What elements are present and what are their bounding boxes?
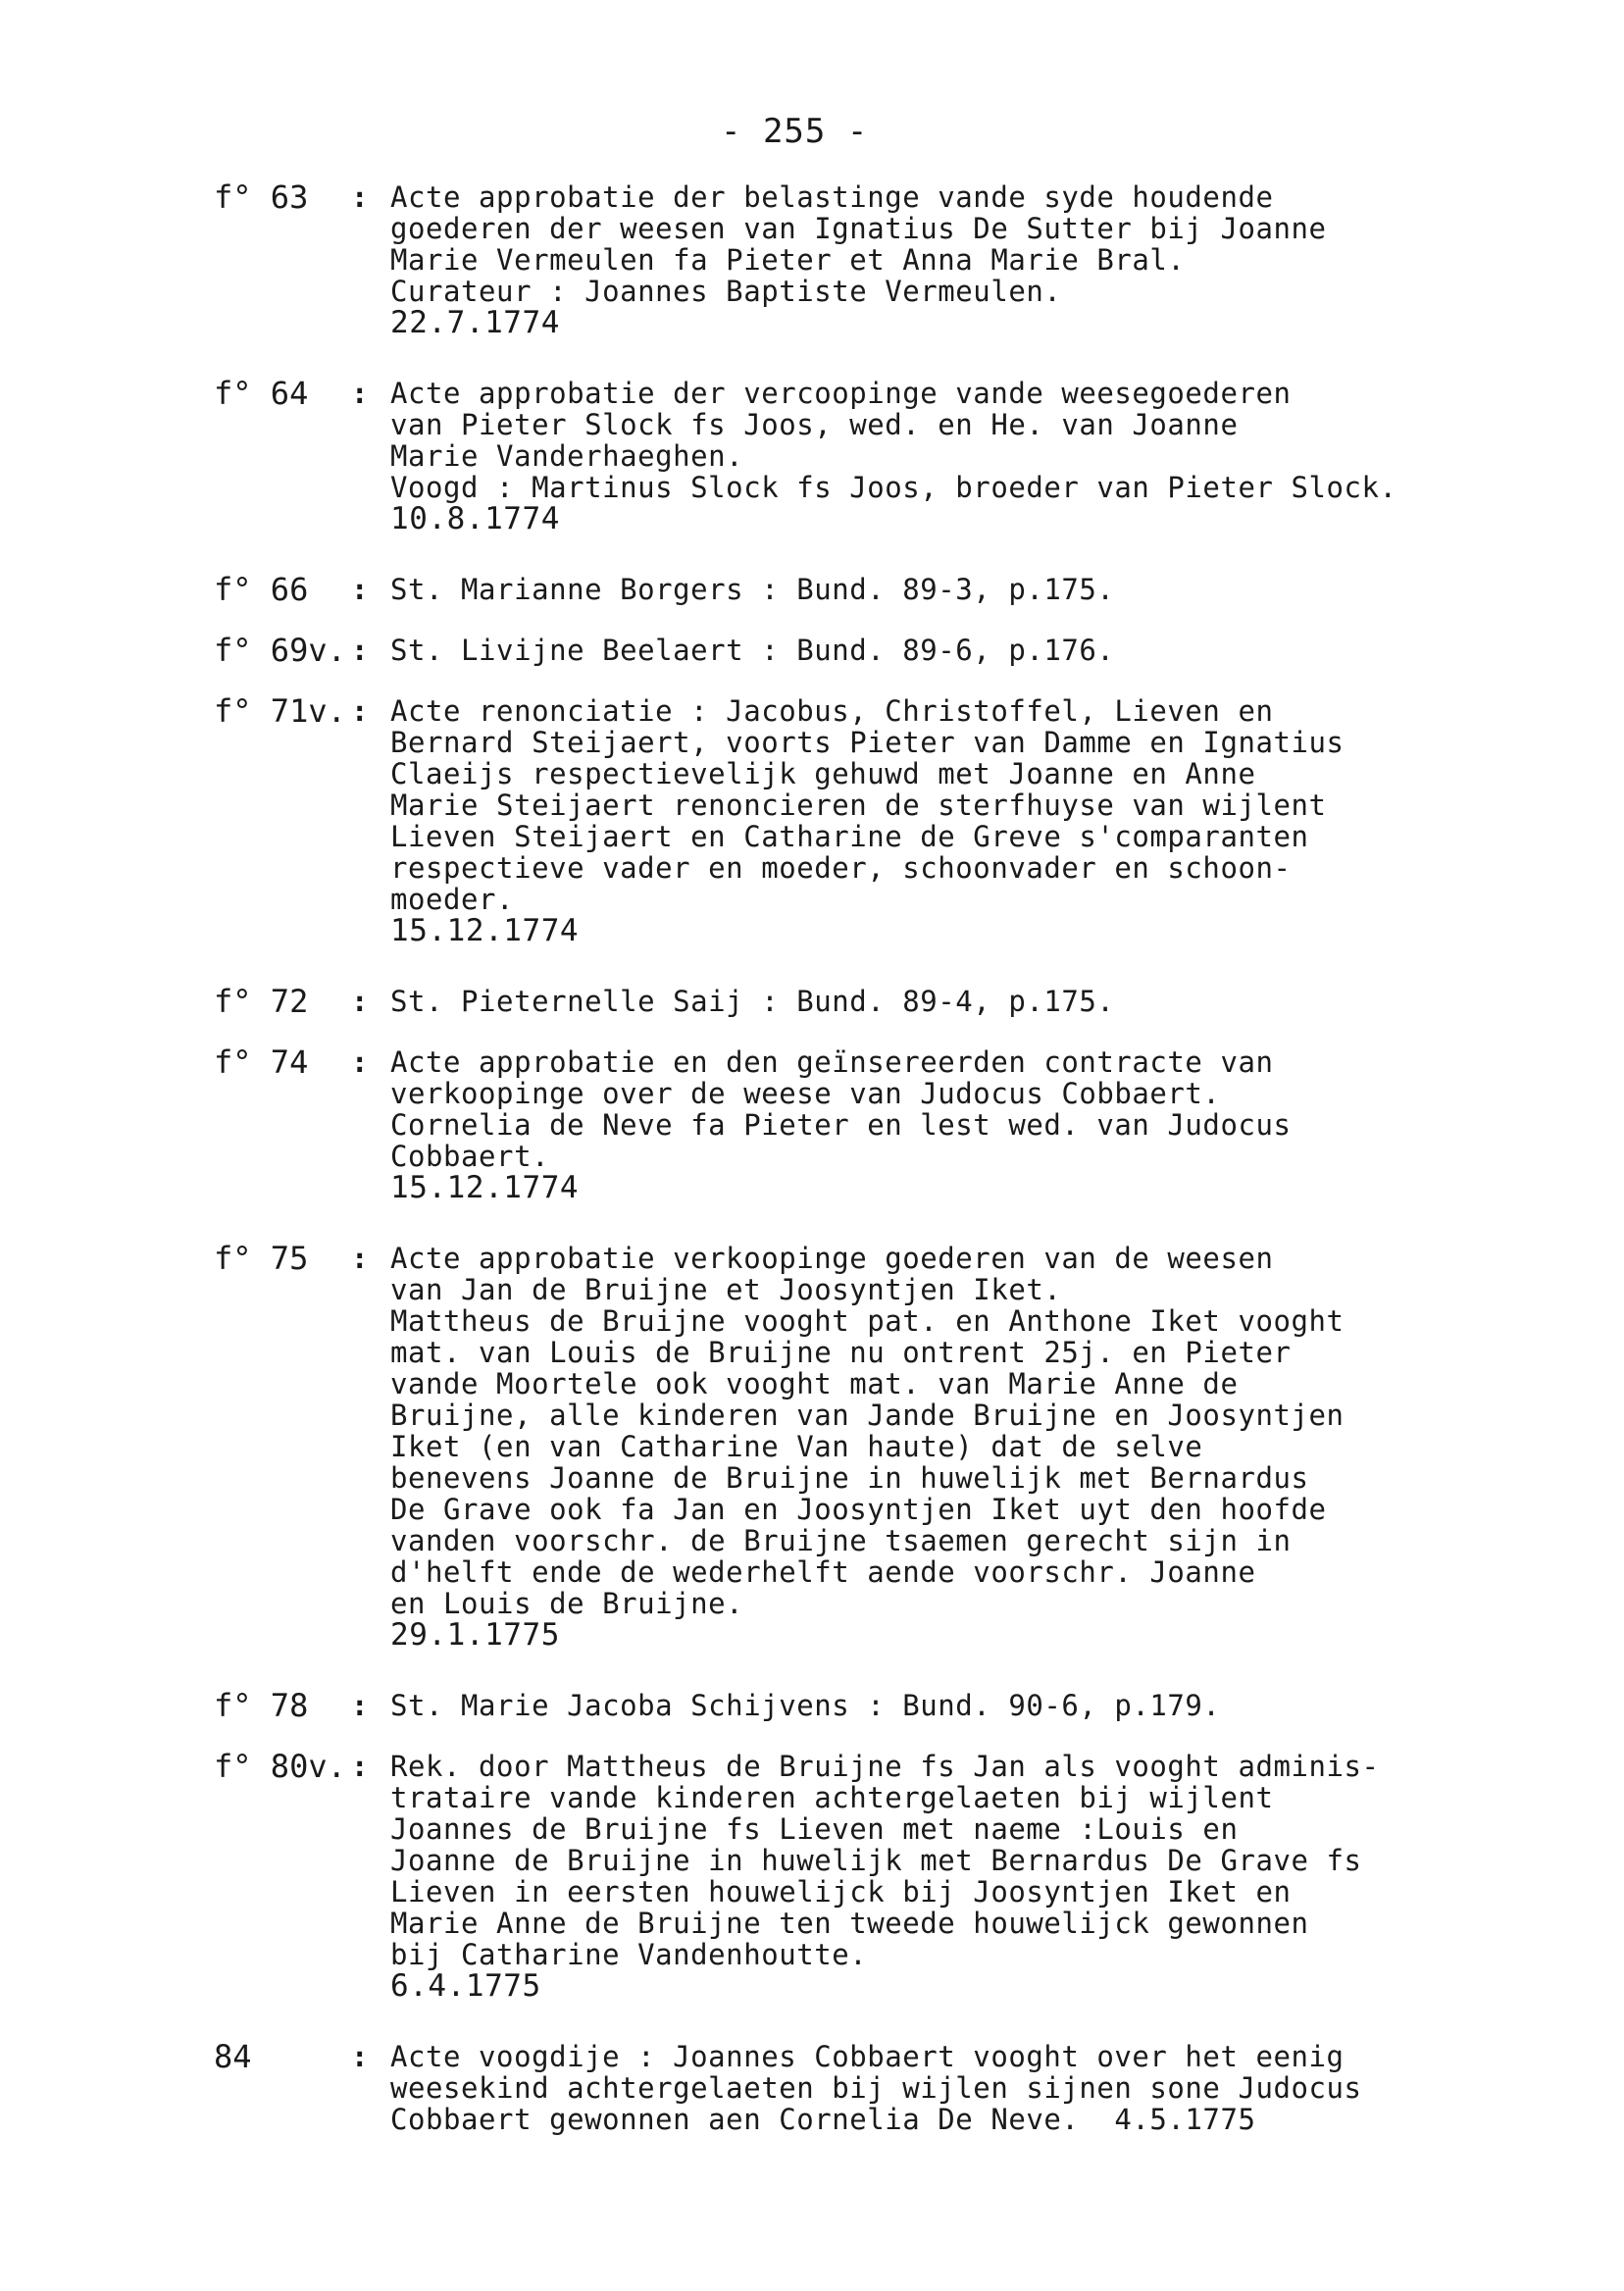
separator: : — [351, 573, 369, 606]
separator: : — [351, 180, 369, 214]
entry-line: vande Moortele ook vooght mat. van Marie Anne de — [390, 1367, 1239, 1400]
entry-date: 15.12.1774 — [390, 913, 580, 948]
entry-text — [390, 181, 1518, 338]
entry-line: St. Pieternelle Saij : Bund. 89-4, p.175. — [390, 985, 1115, 1018]
entry-text — [390, 695, 1518, 946]
entry-line: vanden voorschr. de Bruijne tsaemen gerecht sijn in — [390, 1524, 1292, 1557]
entry-date: 15.12.1774 — [390, 1170, 580, 1205]
entry-text — [390, 1243, 1518, 1651]
entry-line: Joanne de Bruijne in huwelijk met Bernardus De Grave fs — [390, 1844, 1362, 1877]
entry — [214, 1748, 1518, 2004]
separator: : — [351, 694, 369, 728]
entry — [214, 692, 1518, 948]
entry-text — [390, 378, 1518, 535]
entry — [214, 632, 1518, 669]
separator: : — [351, 377, 369, 410]
folio-number: f° 71v. — [214, 692, 346, 730]
separator: : — [351, 1689, 369, 1722]
entry-line: Joannes de Bruijne fs Lieven met naeme :Louis en — [390, 1812, 1239, 1846]
entry-line: Marie Steijaert renoncieren de sterfhuyse van wijlent — [390, 789, 1327, 822]
entry-line: De Grave ook fa Jan en Joosyntjen Iket uyt den hoofde — [390, 1493, 1327, 1526]
entry-date: 10.8.1774 — [390, 501, 560, 536]
entry — [214, 1240, 1518, 1653]
entry-line: mat. van Louis de Bruijne nu ontrent 25j. en Pieter — [390, 1336, 1292, 1369]
entry-line: trataire vande kinderen achtergelaeten bij wijlent — [390, 1781, 1274, 1814]
folio-number: 84 — [214, 2038, 252, 2075]
entry-text — [390, 986, 1518, 1017]
entry-line: weesekind achtergelaeten bij wijlen sijnen sone Judocus — [390, 2071, 1362, 2105]
separator: : — [351, 1750, 369, 1783]
entry-line: van Pieter Slock fs Joos, wed. en He. van Joanne — [390, 408, 1239, 441]
entry-line: Acte approbatie en den geïnsereerden contracte van — [390, 1045, 1274, 1079]
folio-number: f° 66 — [214, 571, 309, 608]
entry-line: Acte renonciatie : Jacobus, Christoffel, Lieven en — [390, 694, 1274, 728]
entry-text — [390, 1690, 1518, 1721]
entry — [214, 571, 1518, 608]
entry — [214, 2038, 1518, 2136]
folio-number: f° 69v. — [214, 632, 346, 669]
entry-line: Rek. door Mattheus de Bruijne fs Jan als vooght adminis- — [390, 1750, 1380, 1783]
entry-line: Bernard Steijaert, voorts Pieter van Damme en Ignatius — [390, 726, 1345, 759]
entry-line: respectieve vader en moeder, schoonvader en schoon- — [390, 851, 1292, 885]
separator: : — [351, 2040, 369, 2073]
entry-line: Cobbaert gewonnen aen Cornelia De Neve. 4.5.1775 — [390, 2103, 1256, 2136]
entry-text — [390, 635, 1518, 666]
entry-line: St. Livijne Beelaert : Bund. 89-6, p.176. — [390, 634, 1115, 667]
separator: : — [351, 1045, 369, 1079]
entry-line: Acte approbatie der belastinge vande syde houdende — [390, 180, 1274, 214]
entry-line: Claeijs respectievelijk gehuwd met Joanne en Anne — [390, 757, 1256, 790]
entry-line: St. Marie Jacoba Schijvens : Bund. 90-6, p.179. — [390, 1689, 1221, 1722]
entry-line: Cobbaert. — [390, 1140, 550, 1173]
entry-text — [390, 574, 1518, 605]
entry-line: Lieven in eersten houwelijck bij Joosyntjen Iket en — [390, 1875, 1292, 1909]
page-number: - 255 - — [721, 112, 869, 151]
entry — [214, 1687, 1518, 1724]
entry-date: 6.4.1775 — [390, 1968, 541, 2004]
folio-number: f° 72 — [214, 983, 309, 1020]
entry-line: Acte approbatie der vercoopinge vande weesegoederen — [390, 377, 1292, 410]
entry-line: d'helft ende de wederhelft aende voorschr. Joanne — [390, 1555, 1256, 1589]
entry-line: Marie Anne de Bruijne ten tweede houwelijck gewonnen — [390, 1907, 1309, 1940]
entry-line: Lieven Steijaert en Catharine de Greve s'comparanten — [390, 820, 1309, 853]
entry-line: bij Catharine Vandenhoutte. — [390, 1938, 868, 1971]
entry — [214, 375, 1518, 536]
entry-line: en Louis de Bruijne. — [390, 1587, 744, 1620]
entry-line: Acte approbatie verkoopinge goederen van de weesen — [390, 1242, 1274, 1275]
entry-line: goederen der weesen van Ignatius De Sutter bij Joanne — [390, 212, 1327, 245]
entry-date: 29.1.1775 — [390, 1617, 560, 1653]
entry — [214, 983, 1518, 1020]
entry-line: Cornelia de Neve fa Pieter en lest wed. van Judocus — [390, 1108, 1292, 1142]
entry-list — [214, 178, 1518, 2174]
entry — [214, 178, 1518, 340]
entry-text — [390, 2041, 1518, 2135]
entry-line: moeder. — [390, 883, 515, 916]
entry-text — [390, 1751, 1518, 2002]
entry-line: Iket (en van Catharine Van haute) dat de selve — [390, 1430, 1203, 1463]
folio-number: f° 80v. — [214, 1748, 346, 1785]
folio-number: f° 64 — [214, 375, 309, 412]
entry-line: St. Marianne Borgers : Bund. 89-3, p.175. — [390, 573, 1115, 606]
entry-line: benevens Joanne de Bruijne in huwelijk met Bernardus — [390, 1461, 1309, 1495]
entry-line: Marie Vanderhaeghen. — [390, 439, 744, 473]
entry-line: Acte voogdije : Joannes Cobbaert vooght over het eenig — [390, 2040, 1345, 2073]
entry-line: Bruijne, alle kinderen van Jande Bruijne en Joosyntjen — [390, 1399, 1345, 1432]
entry-line: verkoopinge over de weese van Judocus Cobbaert. — [390, 1077, 1221, 1110]
entry-line: Mattheus de Bruijne vooght pat. en Anthone Iket vooght — [390, 1304, 1345, 1338]
entry-line: Curateur : Joannes Baptiste Vermeulen. — [390, 275, 1062, 308]
folio-number: f° 78 — [214, 1687, 309, 1724]
separator: : — [351, 634, 369, 667]
entry-text — [390, 1046, 1518, 1203]
separator: : — [351, 985, 369, 1018]
entry-line: Marie Vermeulen fa Pieter et Anna Marie Bral. — [390, 243, 1186, 277]
entry — [214, 1046, 1518, 1203]
folio-number: f° 75 — [214, 1240, 309, 1277]
folio-number: f° 74 — [214, 1044, 309, 1081]
entry-line: van Jan de Bruijne et Joosyntjen Iket. — [390, 1273, 1062, 1306]
entry-line: Voogd : Martinus Slock fs Joos, broeder van Pieter Slock. — [390, 471, 1397, 504]
folio-number: f° 63 — [214, 178, 309, 216]
separator: : — [351, 1242, 369, 1275]
entry-date: 22.7.1774 — [390, 305, 560, 340]
